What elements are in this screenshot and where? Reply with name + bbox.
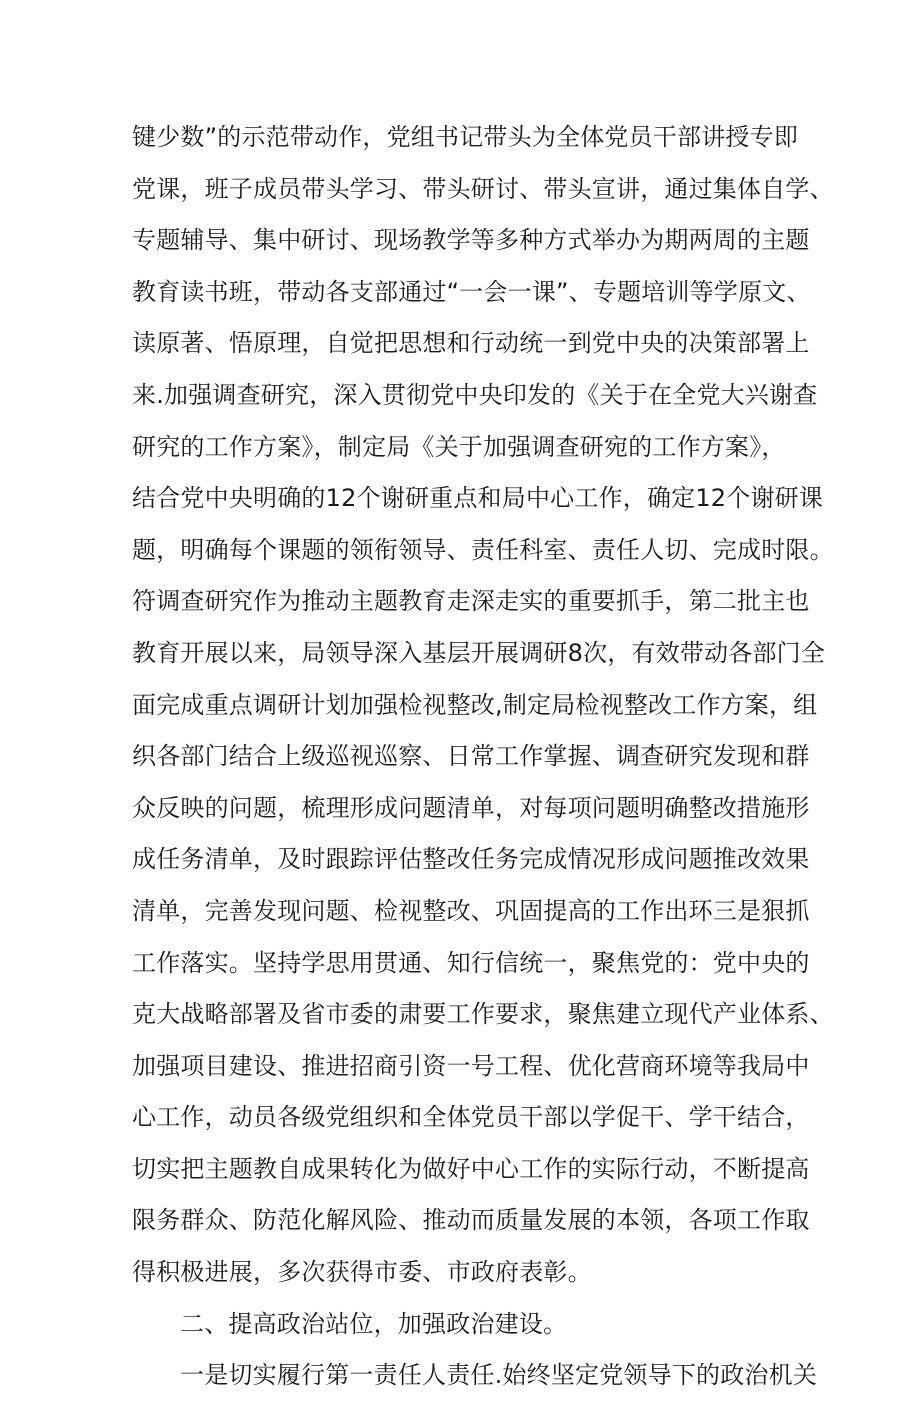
- text-line: 清单，完善发现问题、检视整改、巩固提高的工作出环三是狠抓: [132, 896, 810, 925]
- text-line: 党课，班子成员带头学习、带头研讨、带头宣讲，通过集体自学、: [132, 174, 834, 203]
- body-text: [132, 112, 834, 1402]
- text-line: 限务群众、防范化解风险、推动而质量发展的本领，各项工作取: [132, 1206, 810, 1235]
- text-line: 心工作，动员各级党组织和全体党员干部以学促干、学干结合，: [132, 1103, 810, 1132]
- text-line: 教育读书班，带动各支部通过“一会一课”、专题培训等学原文、: [132, 277, 811, 306]
- text-line: 结合党中央明确的12个谢研重点和局中心工作，确定12个谢研课: [132, 484, 824, 513]
- text-line: 研究的工作方案》，制定局《关于加强调查研宛的工作方案》，: [132, 432, 786, 461]
- text-line: 专题辅导、集中研讨、现场教学等多种方式举办为期两周的主题: [132, 226, 810, 255]
- text-line: 切实把主题教自成果转化为做好中心工作的实际行动，不断提高: [132, 1154, 810, 1183]
- text-line: 符调查研究作为推动主题教育走深走实的重要抓手，第二批主也: [132, 587, 810, 616]
- text-line: 键少数”的示范带动作，党组书记带头为全体党员干部讲授专即: [132, 123, 799, 151]
- text-line: 织各部门结合上级巡视巡察、日常工作掌握、调查研究发现和群: [132, 742, 810, 771]
- text-line: 教育开展以来，局领导深入基层开展调研8次，有效带动各部门全: [132, 638, 826, 667]
- text-line: 读原著、悟原理，自觉把思想和行动统一到党中央的决策部署上: [132, 329, 810, 358]
- text-line: 成任务清单，及时跟踪评估整改任务完成情况形成问题推改效果: [132, 845, 810, 874]
- text-line: 题，明确每个课题的领衔领导、责任科室、责任人切、完成时限。: [132, 535, 834, 564]
- text-line: 克大战略部署及省市委的肃要工作要求，聚焦建立现代产业体系、: [132, 1000, 834, 1029]
- text-line: 一是切实履行第一责任人责任.始终坚定党领导下的政治机关: [180, 1361, 818, 1390]
- text-line: 工作落实。坚持学思用贯通、知行信统一，聚焦党的：党中央的: [132, 948, 810, 977]
- text-line: 得积极进展，多次获得市委、市政府表彰。: [132, 1258, 592, 1287]
- text-line: 加强项目建设、推进招商引资一号工程、优化营商环境等我局中: [132, 1051, 810, 1080]
- text-line: 众反映的问题，梳理形成问题清单，对每项问题明确整改措施形: [132, 793, 810, 822]
- text-line: 来.加强调查研究，深入贯彻党中央印发的《关于在全党大兴谢查: [132, 380, 818, 409]
- text-line: 面完成重点调研计划加强检视整改,制定局检视整改工作方案，组: [132, 690, 818, 719]
- section-heading: 二、提高政治站位，加强政治建设。: [180, 1309, 568, 1338]
